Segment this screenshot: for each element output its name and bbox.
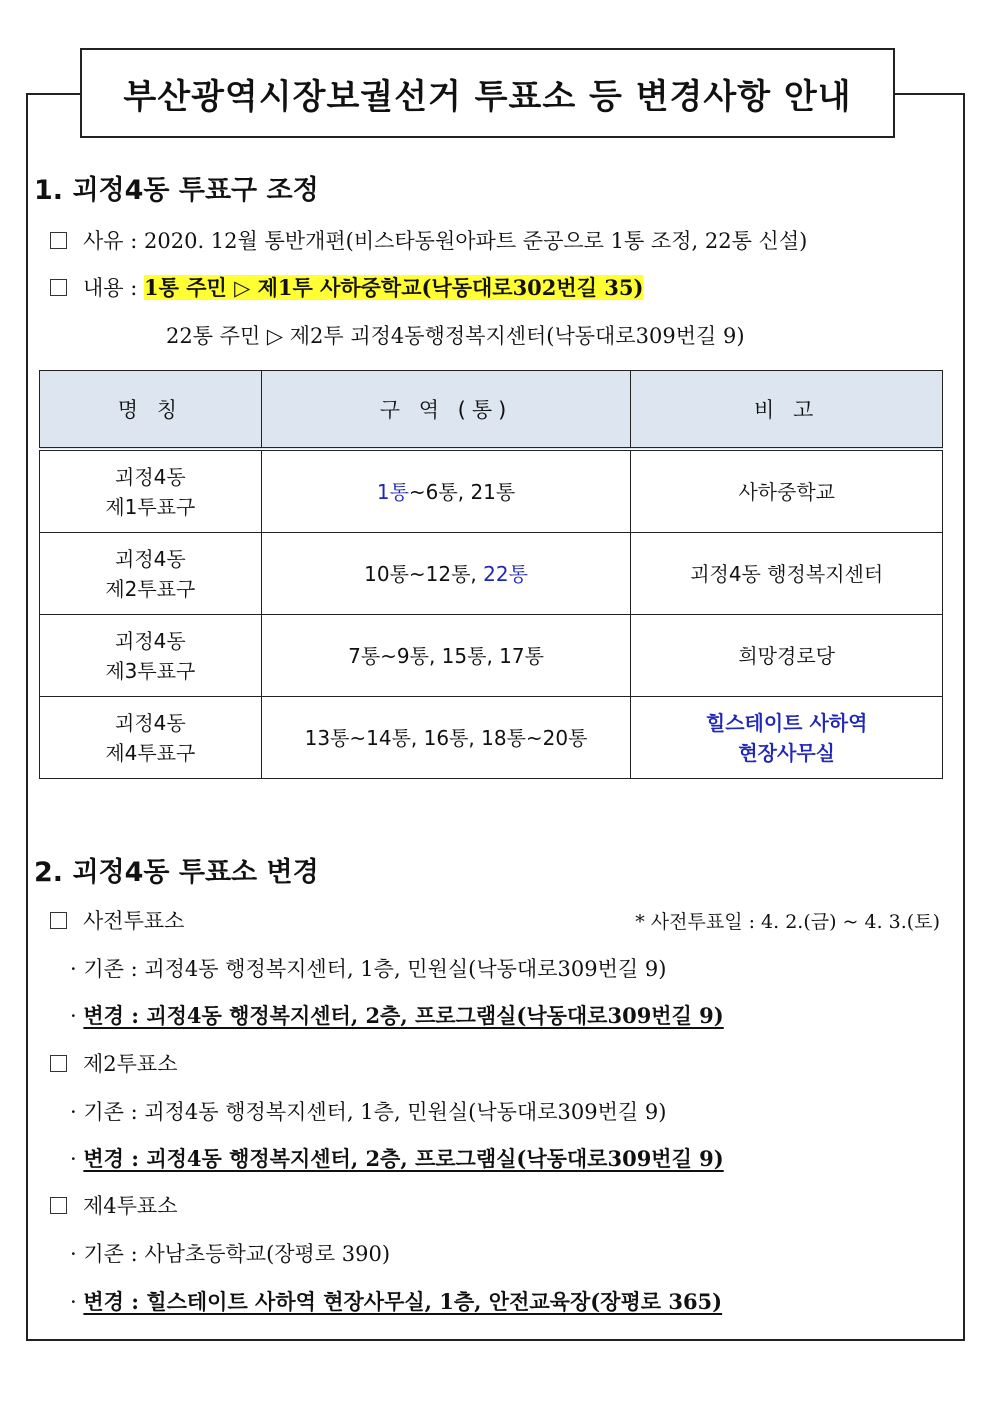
page-title: 부산광역시장보궐선거 투표소 등 변경사항 안내 — [80, 48, 895, 138]
station2-before-line: · 기존 : 괴정4동 행정복지센터, 1층, 민원실(낙동대로309번길 9) — [70, 1100, 667, 1124]
note-cell: 사하중학교 — [631, 449, 943, 533]
district-name-cell: 괴정4동 제3투표구 — [40, 615, 262, 697]
column-header-note: 비 고 — [631, 371, 943, 450]
table-row — [40, 533, 943, 615]
station2-after-line: · 변경 : 괴정4동 행정복지센터, 2층, 프로그램실(낙동대로309번길 9) — [70, 1146, 724, 1171]
table-row — [40, 615, 943, 697]
station4-after-line: · 변경 : 힐스테이트 사하역 현장사무실, 1층, 안전교육장(장평로 365) — [70, 1289, 723, 1314]
district-name-cell: 괴정4동 제4투표구 — [40, 697, 262, 779]
early-before-line: · 기존 : 괴정4동 행정복지센터, 1층, 민원실(낙동대로309번길 9) — [70, 957, 667, 981]
note-cell: 괴정4동 행정복지센터 — [631, 533, 943, 615]
section2-heading: 2. 괴정4동 투표소 변경 — [34, 857, 319, 888]
note-cell: 힐스테이트 사하역 현장사무실 — [631, 697, 943, 779]
content-line: 내용 : 1통 주민 ▷ 제1투 사하중학교(낙동대로302번길 35) — [50, 272, 643, 302]
highlighted-content: 1통 주민 ▷ 제1투 사하중학교(낙동대로302번길 35) — [144, 275, 644, 300]
reason-line: 사유 : 2020. 12월 통반개편(비스타동원아파트 준공으로 1통 조정, 22통 신설) — [50, 225, 807, 255]
checkbox-icon — [50, 232, 67, 249]
early-after-line: · 변경 : 괴정4동 행정복지센터, 2층, 프로그램실(낙동대로309번길 9) — [70, 1003, 724, 1028]
column-header-name: 명 칭 — [40, 371, 262, 450]
table-row — [40, 697, 943, 779]
area-cell: 10통~12통, 22통 — [261, 533, 631, 615]
checkbox-icon — [50, 1197, 67, 1214]
early-voting-date-note: * 사전투표일 : 4. 2.(금) ~ 4. 3.(토) — [635, 911, 940, 933]
content-line-2: 22통 주민 ▷ 제2투 괴정4동행정복지센터(낙동대로309번길 9) — [166, 324, 745, 348]
checkbox-icon — [50, 279, 67, 296]
polling-district-table — [39, 370, 943, 779]
area-cell: 7통~9통, 15통, 17통 — [261, 615, 631, 697]
station4-before-line: · 기존 : 사남초등학교(장평로 390) — [70, 1242, 391, 1266]
district-name-cell: 괴정4동 제1투표구 — [40, 449, 262, 533]
station4-label: 제4투표소 — [50, 1190, 178, 1220]
checkbox-icon — [50, 912, 67, 929]
district-name-cell: 괴정4동 제2투표구 — [40, 533, 262, 615]
column-header-area: 구 역 (통) — [261, 371, 631, 450]
early-voting-label: 사전투표소 — [50, 905, 184, 935]
section1-heading: 1. 괴정4동 투표구 조정 — [34, 175, 319, 206]
area-cell: 1통~6통, 21통 — [261, 449, 631, 533]
area-cell: 13통~14통, 16통, 18통~20통 — [261, 697, 631, 779]
note-cell: 희망경로당 — [631, 615, 943, 697]
checkbox-icon — [50, 1055, 67, 1072]
table-row — [40, 449, 943, 533]
station2-label: 제2투표소 — [50, 1048, 178, 1078]
